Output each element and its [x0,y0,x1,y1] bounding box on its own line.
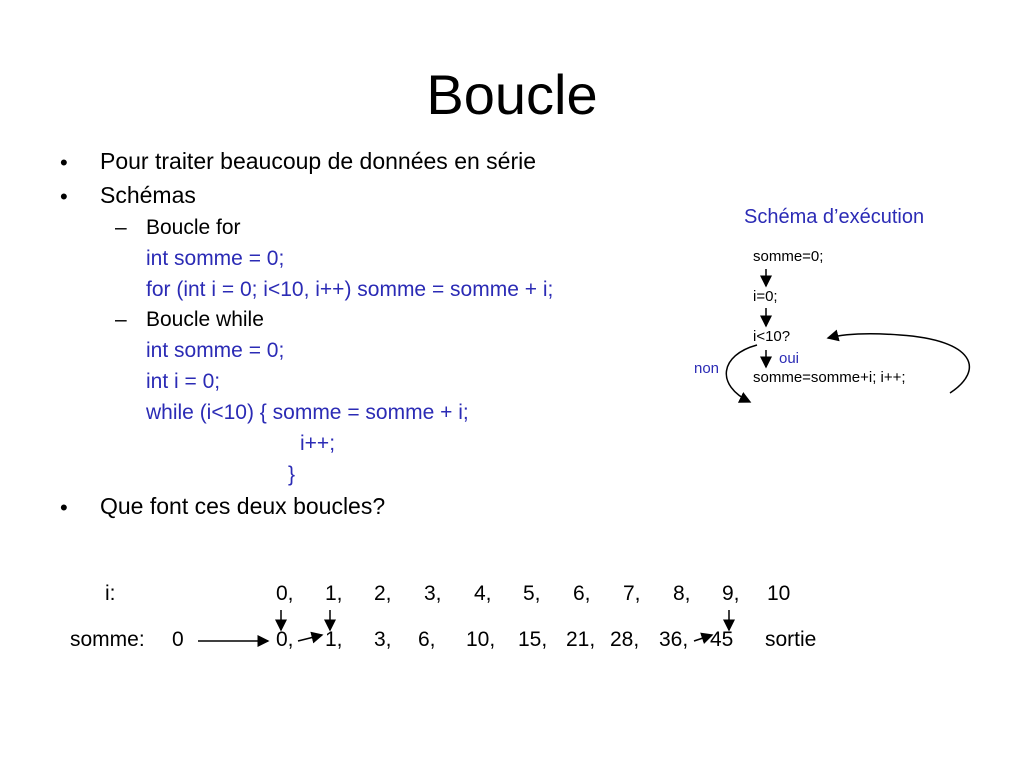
bullet-text: Que font ces deux boucles? [100,493,386,519]
bullet-dot: • [60,495,68,520]
trace-somme-value: 10, [466,628,496,651]
trace-i-value: 0, [276,582,294,605]
code-line: while (i<10) { somme = somme + i; [146,401,469,424]
trace-somme-value: 3, [374,628,392,651]
trace-somme-label: somme: [70,628,145,651]
sub-bullet-text: Boucle while [146,308,264,331]
trace-i-value: 4, [474,582,492,605]
flow-label-oui: oui [779,350,800,367]
bullet-dot: • [60,150,68,175]
trace-somme-value: 21, [566,628,596,651]
exit-arrow [726,345,757,402]
trace-end-label: sortie [765,628,817,651]
trace-somme-start: 0 [172,628,184,651]
sub-bullet-dash: – [115,216,127,239]
trace-i-value: 10 [767,582,791,605]
trace-arrow [298,635,322,641]
flow-step: somme=0; [753,248,824,265]
bullet-dot: • [60,184,68,209]
trace-somme-value: 15, [518,628,548,651]
trace-i-value: 7, [623,582,641,605]
schema-title: Schéma d’exécution [744,206,925,228]
trace-i-value: 5, [523,582,541,605]
trace-i-label: i: [105,582,116,605]
trace-i-value: 8, [673,582,691,605]
trace-somme-value: 45 [710,628,734,651]
trace-i-value: 9, [722,582,740,605]
trace-somme-value: 1, [325,628,343,651]
flow-step: somme=somme+i; i++; [753,369,906,386]
code-line: } [288,463,296,486]
code-line: int somme = 0; [146,247,285,270]
code-line: int somme = 0; [146,339,285,362]
trace-somme-value: 6, [418,628,436,651]
loop-back-arrow [828,334,969,393]
trace-i-value: 6, [573,582,591,605]
trace-somme-value: 0, [276,628,294,651]
flow-condition: i<10? [753,328,791,345]
trace-arrow [694,635,712,641]
trace-somme-value: 28, [610,628,640,651]
trace-i-value: 2, [374,582,392,605]
bullet-text: Pour traiter beaucoup de données en série [100,148,537,174]
trace-i-value: 1, [325,582,343,605]
code-line: i++; [300,432,336,455]
flow-label-non: non [694,360,720,377]
slide-title: Boucle [426,63,598,126]
trace-i-value: 3, [424,582,442,605]
code-line: for (int i = 0; i<10, i++) somme = somme + i; [146,278,554,301]
sub-bullet-text: Boucle for [146,216,241,239]
code-line: int i = 0; [146,370,221,393]
sub-bullet-dash: – [115,308,127,331]
trace-somme-value: 36, [659,628,689,651]
bullet-text: Schémas [100,182,196,208]
flow-step: i=0; [753,288,778,305]
